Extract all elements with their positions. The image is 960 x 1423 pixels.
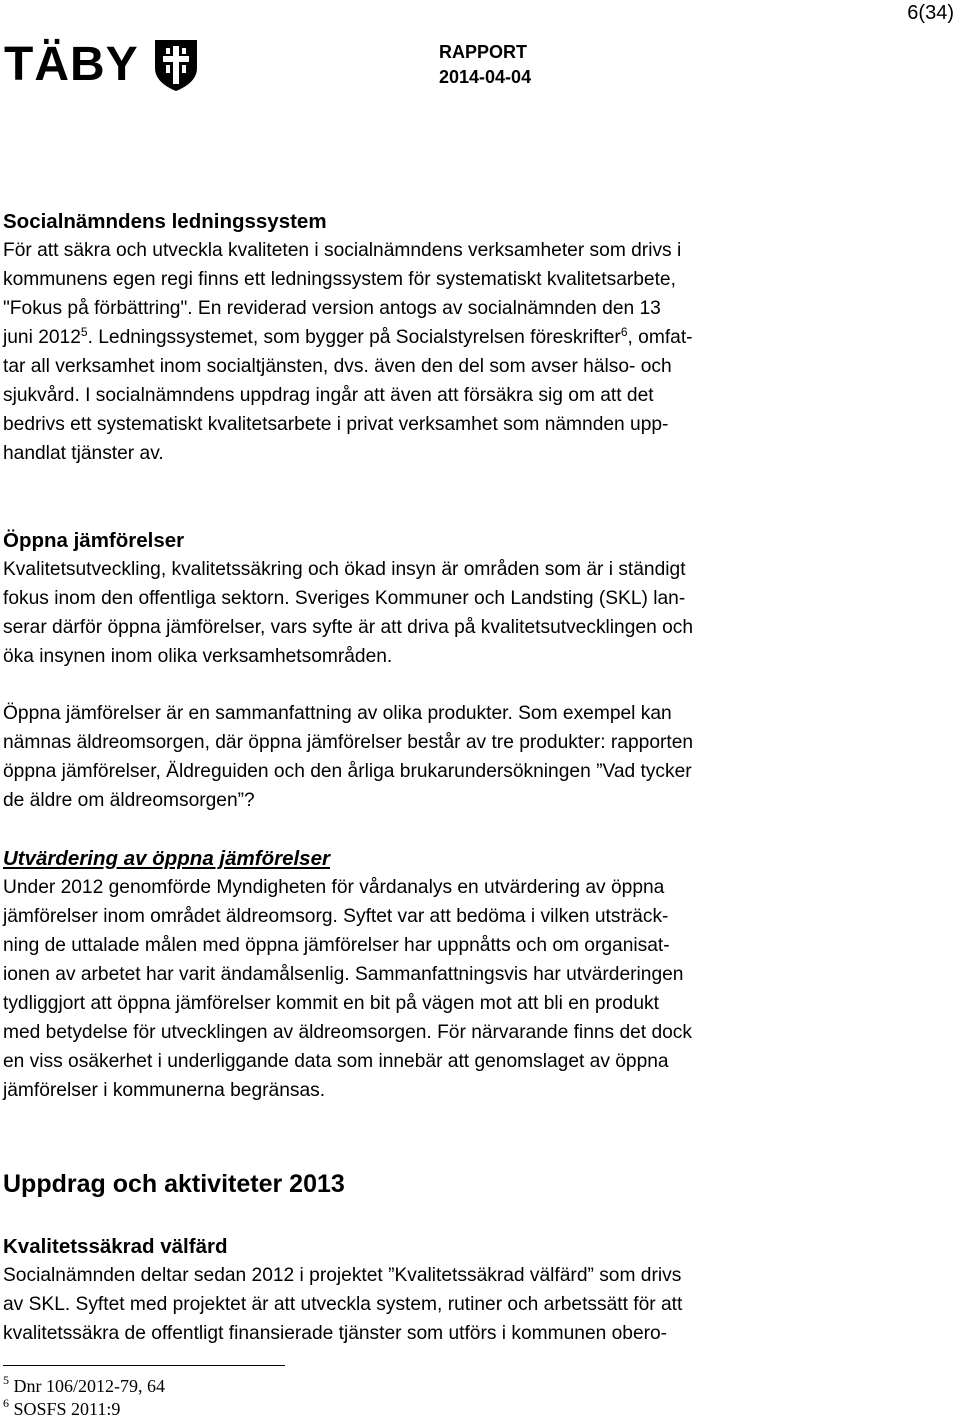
footnote-ref[interactable]: 6 xyxy=(620,325,628,339)
text-line: kommunens egen regi finns ett ledningssystem för systematiskt kvalitetsarbete, xyxy=(3,269,676,290)
paragraph xyxy=(3,555,793,671)
text-line: kvalitetssäkra de offentligt finansierade tjänster som utförs i kommunen obero- xyxy=(3,1323,668,1344)
text-line: För att säkra och utveckla kvaliteten i socialnämndens verksamheter som drivs i xyxy=(3,240,682,261)
document-header xyxy=(439,40,531,90)
page-number: 6(34) xyxy=(907,2,954,24)
taby-logo xyxy=(4,38,199,92)
text-line: ning de uttalade målen med öppna jämförelser har uppnåtts och om organisat- xyxy=(3,935,670,956)
text-line: bedrivs ett systematiskt kvalitetsarbete i privat verksamhet som nämnden upp- xyxy=(3,414,669,435)
text-line: öppna jämförelser, Äldreguiden och den årliga brukarundersökningen ”Vad tycker xyxy=(3,761,692,782)
text-line: tar all verksamhet inom socialtjänsten, dvs. även den del som avser hälso- och xyxy=(3,356,672,377)
paragraph xyxy=(3,873,793,1105)
shield-cross-icon xyxy=(153,38,199,92)
doc-type: RAPPORT xyxy=(439,42,528,62)
footnote: $^6$ SOSFS 2011:9 xyxy=(3,1396,121,1419)
doc-date: 2014-04-04 xyxy=(439,67,532,87)
section-heading: Socialnämndens ledningssystem xyxy=(3,210,327,233)
chapter-heading: Uppdrag och aktiviteter 2013 xyxy=(3,1170,345,1198)
logo-text: TÄBY xyxy=(4,38,139,91)
paragraph xyxy=(3,1261,793,1348)
paragraph xyxy=(3,699,793,815)
text-line: en viss osäkerhet i underliggande data som innebär att genomslaget av öppna xyxy=(3,1051,669,1072)
text-line: serar därför öppna jämförelser, vars syfte är att driva på kvalitetsutvecklingen och xyxy=(3,617,694,638)
text-line: ionen av arbetet har varit ändamålsenlig. Sammanfattningsvis har utvärderingen xyxy=(3,964,684,985)
text-line: Under 2012 genomförde Myndigheten för vårdanalys en utvärdering av öppna xyxy=(3,877,665,898)
footnotes xyxy=(3,1375,165,1421)
section-heading: Kvalitetssäkrad välfärd xyxy=(3,1235,228,1258)
text-line: av SKL. Syftet med projektet är att utveckla system, rutiner och arbetssätt för att xyxy=(3,1294,683,1315)
text-line: handlat tjänster av. xyxy=(3,443,164,464)
text-line: Socialnämnden deltar sedan 2012 i projektet ”Kvalitetssäkrad välfärd” som drivs xyxy=(3,1265,682,1286)
text-line: jämförelser inom området äldreomsorg. Syftet var att bedöma i vilken utsträck- xyxy=(3,906,669,927)
text-line: Kvalitetsutveckling, kvalitetssäkring och ökad insyn är områden som är i ständigt xyxy=(3,559,686,580)
text-line: med betydelse för utvecklingen av äldreomsorgen. För närvarande finns det dock xyxy=(3,1022,692,1043)
text-line: Öppna jämförelser är en sammanfattning av olika produkter. Som exempel kan xyxy=(3,703,672,724)
footnote-divider xyxy=(3,1365,285,1366)
text-line: de äldre om äldreomsorgen”? xyxy=(3,790,255,811)
footnote: $^5$ Dnr 106/2012-79, 64 xyxy=(3,1373,165,1396)
text-line: "Fokus på förbättring". En reviderad version antogs av socialnämnden den 13 xyxy=(3,298,661,319)
text-line: juni 2012$^5$. Ledningssystemet, som bygger på Socialstyrelsen föreskrifter$^6$, omfat- xyxy=(3,325,693,348)
paragraph xyxy=(3,236,793,468)
section-heading: Öppna jämförelser xyxy=(3,529,185,552)
text-line: jämförelser i kommunerna begränsas. xyxy=(3,1080,326,1101)
text-line: nämnas äldreomsorgen, där öppna jämförelser består av tre produkter: rapporten xyxy=(3,732,694,753)
text-line: tydliggjort att öppna jämförelser kommit en bit på vägen mot att bli en produkt xyxy=(3,993,659,1014)
footnote-ref[interactable]: 5 xyxy=(80,325,88,339)
document-body xyxy=(3,207,793,1348)
text-line: sjukvård. I socialnämndens uppdrag ingår att även att försäkra sig om att det xyxy=(3,385,654,406)
text-line: öka insynen inom olika verksamhetsområden. xyxy=(3,646,393,667)
text-line: fokus inom den offentliga sektorn. Sveriges Kommuner och Landsting (SKL) lan- xyxy=(3,588,686,609)
section-heading: Utvärdering av öppna jämförelser xyxy=(3,847,330,870)
